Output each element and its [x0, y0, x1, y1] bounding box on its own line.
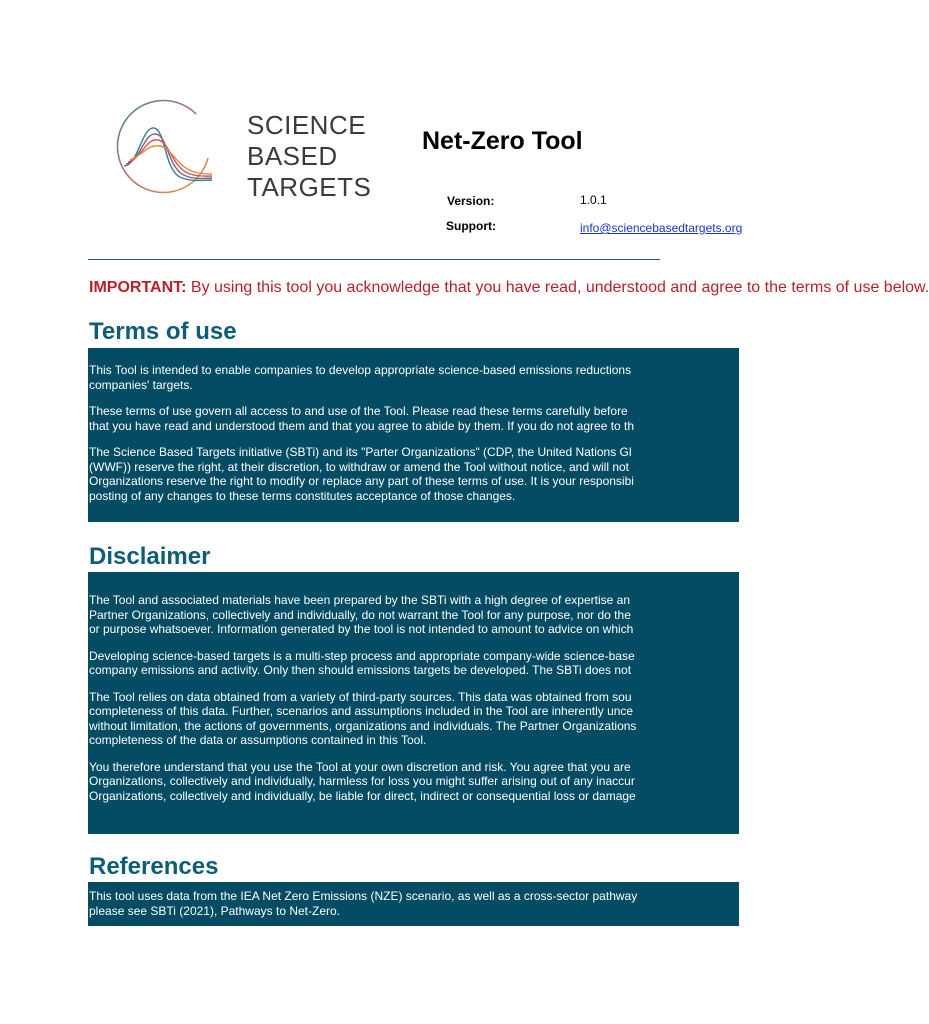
science-based-targets-logo-icon: [116, 96, 216, 196]
support-email-link[interactable]: info@sciencebasedtargets.org: [580, 221, 743, 235]
terms-paragraph: This Tool is intended to enable companies to develop appropriate science-based emissions reductions companies' targets.: [89, 363, 632, 392]
important-label: IMPORTANT:: [89, 279, 187, 296]
header-divider: [88, 259, 660, 260]
version-value: 1.0.1: [580, 193, 607, 207]
disclaimer-paragraph: The Tool and associated materials have been prepared by the SBTi with a high degree of expertise an Partner Organizations, collectively and individually, do not warrant the Tool for any purpose, nor do the or purpose whatsoever. Information generated by the tool is not intended to amount to advice on which: [89, 593, 634, 636]
disclaimer-paragraph: You therefore understand that you use the Tool at your own discretion and risk. You agree that you are Organizations, collectively and individually, harmless for loss you might suffer arising out of any inaccur Organizations, collectively and individually, be liable for direct, indirect or consequential loss or damage: [89, 759, 636, 803]
brand-line-1: SCIENCE: [247, 110, 367, 140]
disclaimer-panel: [88, 572, 739, 834]
disclaimer-paragraph: Developing science-based targets is a multi-step process and appropriate company-wide science-base company emissions and activity. Only then should emissions targets be developed. The SBTi does not: [89, 648, 635, 677]
disclaimer-text: [89, 593, 659, 803]
brand-line-3: TARGETS: [247, 172, 372, 202]
terms-paragraph: These terms of use govern all access to and use of the Tool. Please read these terms carefully before that you have read and understood them and that you agree to abide by them. If you do not agree to th: [89, 404, 635, 433]
brand-wordmark: [247, 110, 371, 203]
important-notice: [89, 279, 929, 297]
brand-line-2: BASED: [247, 141, 338, 171]
references-panel: [88, 882, 739, 926]
terms-text: [89, 363, 659, 503]
disclaimer-heading: Disclaimer: [89, 543, 211, 570]
important-text: By using this tool you acknowledge that you have read, understood and agree to the terms of use below.: [186, 279, 929, 296]
references-heading: References: [89, 853, 219, 880]
references-text: [89, 889, 659, 918]
terms-heading: Terms of use: [89, 318, 237, 345]
tool-title: Net-Zero Tool: [422, 127, 583, 155]
terms-panel: [88, 348, 739, 522]
terms-paragraph: The Science Based Targets initiative (SBTi) and its "Parter Organizations" (CDP, the United Nations Gl (WWF)) reserve the right, at their discretion, to withdraw or amend the Tool without notice, and will not Organizations reserve the right to modify or replace any part of these terms of use. It is your responsibi posting of any changes to these terms constitutes acceptance of those changes.: [89, 445, 634, 503]
support-label: Support:: [446, 219, 496, 233]
disclaimer-paragraph: The Tool relies on data obtained from a variety of third-party sources. This data was obtained from sou completeness of this data. Further, scenarios and assumptions included in the Tool are inherently unce without limitation, the actions of governments, organizations and individuals. The Partner Organizations completeness of the data or assumptions contained in this Tool.: [89, 689, 637, 747]
references-paragraph: This tool uses data from the IEA Net Zero Emissions (NZE) scenario, as well as a cross-sector pathway please see SBTi (2021), Pathways to Net-Zero.: [89, 889, 638, 918]
version-label: Version:: [447, 194, 495, 208]
